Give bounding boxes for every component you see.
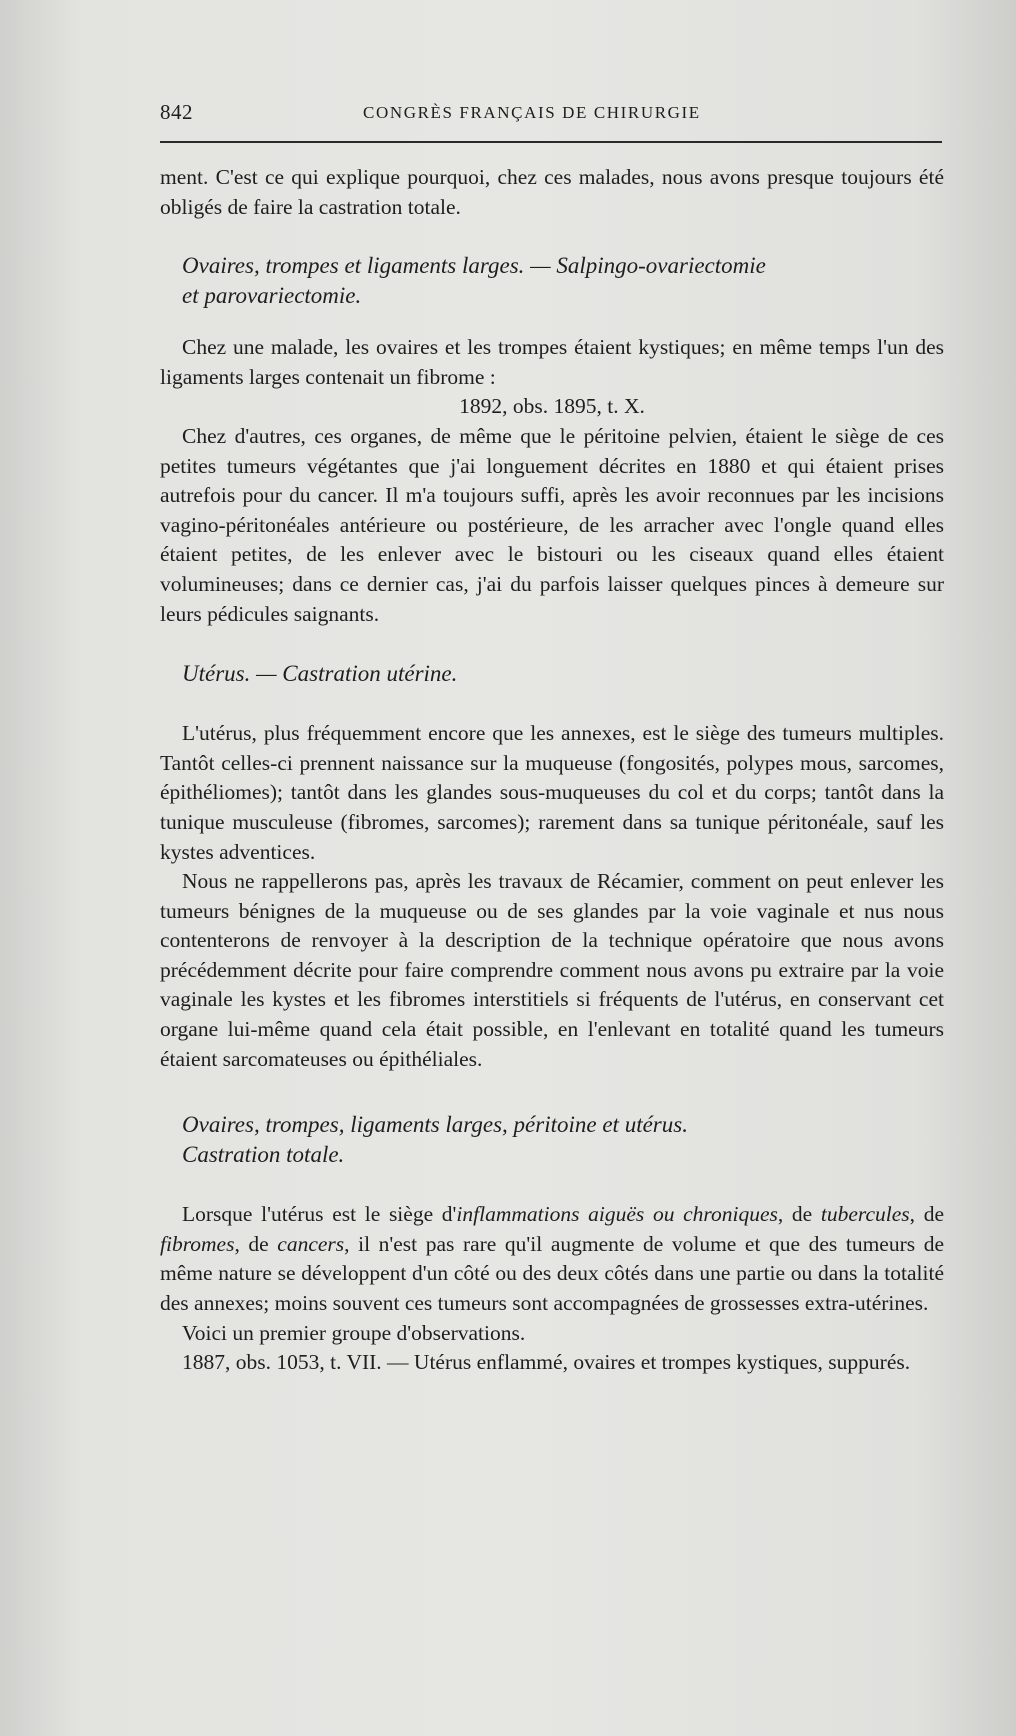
- paragraph-uterus-1: L'utérus, plus fréquemment encore que les annexes, est le siège des tumeurs multiples. Tantôt celles-ci prennent naissance sur la muqueuse (fongosités, polypes mous, sarcomes, épithéliomes); tantôt dans les glandes sous-muqueuses du col et du corps; tantôt dans la tunique musculeuse (fibromes, sarcomes); rarement dans sa tunique péritonéale, sauf les kystes adventices.: [160, 721, 944, 864]
- section-heading-castration-line-2: Castration totale.: [182, 1142, 345, 1168]
- paragraph-castration-3: 1887, obs. 1053, t. VII. — Utérus enflammé, ovaires et trompes kystiques, suppurés.: [182, 1350, 911, 1375]
- page-body: [160, 163, 944, 1378]
- paragraph-uterus-2: Nous ne rappellerons pas, après les travaux de Récamier, comment on peut enlever les tumeurs bénignes de la muqueuse ou de ses glandes par la voie vaginale et nus nous contenterons de renvoyer à la description de la technique opératoire que nous avons précédemment décrite pour faire comprendre comment nous avons pu extraire par la voie vaginale les kystes et les fibromes interstitiels si fréquents de l'utérus, en conservant cet organe lui-même quand cela était possible, en l'enlevant en totalité quand les tumeurs étaient sarcomateuses ou épithéliales.: [160, 869, 944, 1071]
- section-heading-ovaires-line-2: et parovariectomie.: [182, 283, 362, 309]
- text-run: , de: [777, 1202, 821, 1227]
- section-heading-castration-line-1: Ovaires, trompes, ligaments larges, péritoine et utérus.: [182, 1112, 688, 1138]
- text-run: Lorsque l'utérus est le siège d': [182, 1202, 457, 1227]
- section-heading-uterus: Utérus. — Castration utérine.: [182, 661, 458, 687]
- paragraph-continuation: ment. C'est ce qui explique pourquoi, chez ces malades, nous avons presque toujours été obligés de faire la castration totale.: [160, 165, 944, 219]
- text-run: , de: [234, 1231, 278, 1256]
- paragraph-castration-1: [160, 1200, 944, 1318]
- paragraph-ovaires-2: Chez d'autres, ces organes, de même que le péritoine pelvien, étaient le siège de ces petites tumeurs végétantes que j'ai longuement décrites en 1880 et qui étaient prises autrefois pour du cancer. Il m'a toujours suffi, après les avoir reconnues par les incisions vagino-péritonéales antérieure ou postérieure, de les arracher avec l'ongle quand elles étaient petites, de les enlever avec le bistouri ou les ciseaux quand elles étaient volumineuses; dans ce dernier cas, j'ai du parfois laisser quelques pinces à demeure sur leurs pédicules saignants.: [160, 423, 944, 626]
- page-number: 842: [160, 100, 193, 124]
- section-heading-ovaires-line-1: Ovaires, trompes et ligaments larges. — Salpingo-ovariectomie: [182, 253, 766, 279]
- italic-term: fibromes: [160, 1231, 235, 1256]
- paragraph-ovaires-1: Chez une malade, les ovaires et les trompes étaient kystiques; en même temps l'un des ligaments larges contenait un fibrome :: [160, 335, 944, 389]
- text-run: , il n'est pas rare qu'il augmente de volume et que des tumeurs de même nature se développent d'un côté ou des deux côtés dans une partie ou dans la totalité des annexes; moins souvent ces tumeurs sont accompagnées de grossesses extra-utérines.: [160, 1231, 944, 1316]
- running-head: CONGRÈS FRANÇAIS DE CHIRURGIE: [363, 103, 701, 122]
- italic-term: tubercules: [820, 1202, 910, 1227]
- observation-reference: 1892, obs. 1895, t. X.: [459, 394, 645, 419]
- paragraph-castration-2: Voici un premier groupe d'observations.: [182, 1320, 526, 1345]
- page-header: [160, 100, 940, 130]
- header-rule: [160, 141, 942, 143]
- text-run: , de: [909, 1202, 945, 1227]
- italic-term: inflammations aiguës ou chroniques: [456, 1202, 778, 1227]
- italic-term: cancers: [277, 1231, 345, 1256]
